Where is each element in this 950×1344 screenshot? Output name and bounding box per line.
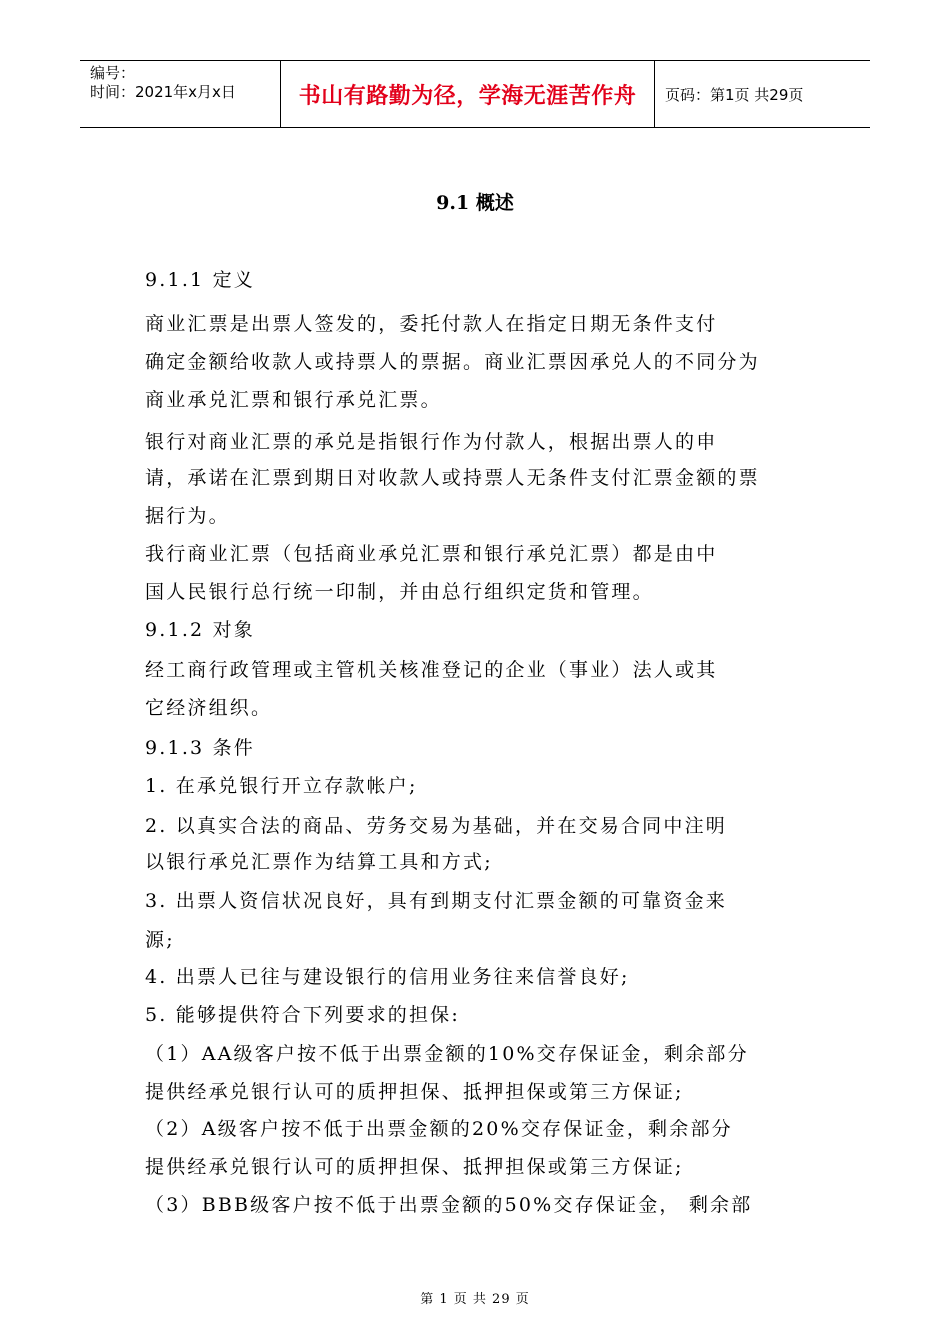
list-item: 1. 在承兑银行开立存款帐户; [145,775,418,797]
text-line: 据行为。 [145,505,230,527]
list-item: 2. 以真实合法的商品、劳务交易为基础，并在交易合同中注明 [145,815,727,837]
header-meta-cell [80,61,281,127]
text-line: 我行商业汇票（包括商业承兑汇票和银行承兑汇票）都是由中 [145,543,718,565]
page-label: 页码：第1页 共29页 [665,85,804,104]
list-item: （2）A级客户按不低于出票金额的20%交存保证金，剩余部分 [145,1118,733,1140]
heading-9-1-1: 9.1.1 定义 [145,269,255,291]
motto-text: 书山有路勤为径，学海无涯苦作舟 [298,83,637,109]
header-page-cell [655,61,870,127]
list-item: 5. 能够提供符合下列要求的担保: [145,1004,460,1026]
text-line: 提供经承兑银行认可的质押担保、抵押担保或第三方保证; [145,1156,684,1178]
text-line: 商业承兑汇票和银行承兑汇票。 [145,389,442,411]
text-line: 源; [145,929,175,951]
text-line: 银行对商业汇票的承兑是指银行作为付款人，根据出票人的申 [145,431,718,453]
text-line: 国人民银行总行统一印制，并由总行组织定货和管理。 [145,581,654,603]
text-line: 确定金额给收款人或持票人的票据。商业汇票因承兑人的不同分为 [145,351,760,373]
section-title: 9.1 概述 [436,192,514,214]
text-line: 以银行承兑汇票作为结算工具和方式; [145,851,493,873]
text-line: 经工商行政管理或主管机关核准登记的企业（事业）法人或其 [145,659,718,681]
text-line: 商业汇票是出票人签发的，委托付款人在指定日期无条件支付 [145,313,718,335]
header-motto-cell [281,61,655,127]
list-item: 4. 出票人已往与建设银行的信用业务往来信誉良好; [145,966,630,988]
document-header [80,60,870,128]
page-footer: 第 1 页 共 29 页 [420,1292,530,1307]
list-item: 3. 出票人资信状况良好，具有到期支付汇票金额的可靠资金来 [145,890,727,912]
heading-9-1-3: 9.1.3 条件 [145,737,255,759]
date-label: 时间：2021年x月x日 [90,83,236,101]
text-line: 它经济组织。 [145,697,273,719]
list-item: （3）BBB级客户按不低于出票金额的50%交存保证金， 剩余部 [145,1194,753,1216]
text-line: 请，承诺在汇票到期日对收款人或持票人无条件支付汇票金额的票 [145,467,760,489]
list-item: （1）AA级客户按不低于出票金额的10%交存保证金，剩余部分 [145,1043,749,1065]
number-label: 编号： [90,64,136,82]
heading-9-1-2: 9.1.2 对象 [145,619,255,641]
text-line: 提供经承兑银行认可的质押担保、抵押担保或第三方保证; [145,1081,684,1103]
